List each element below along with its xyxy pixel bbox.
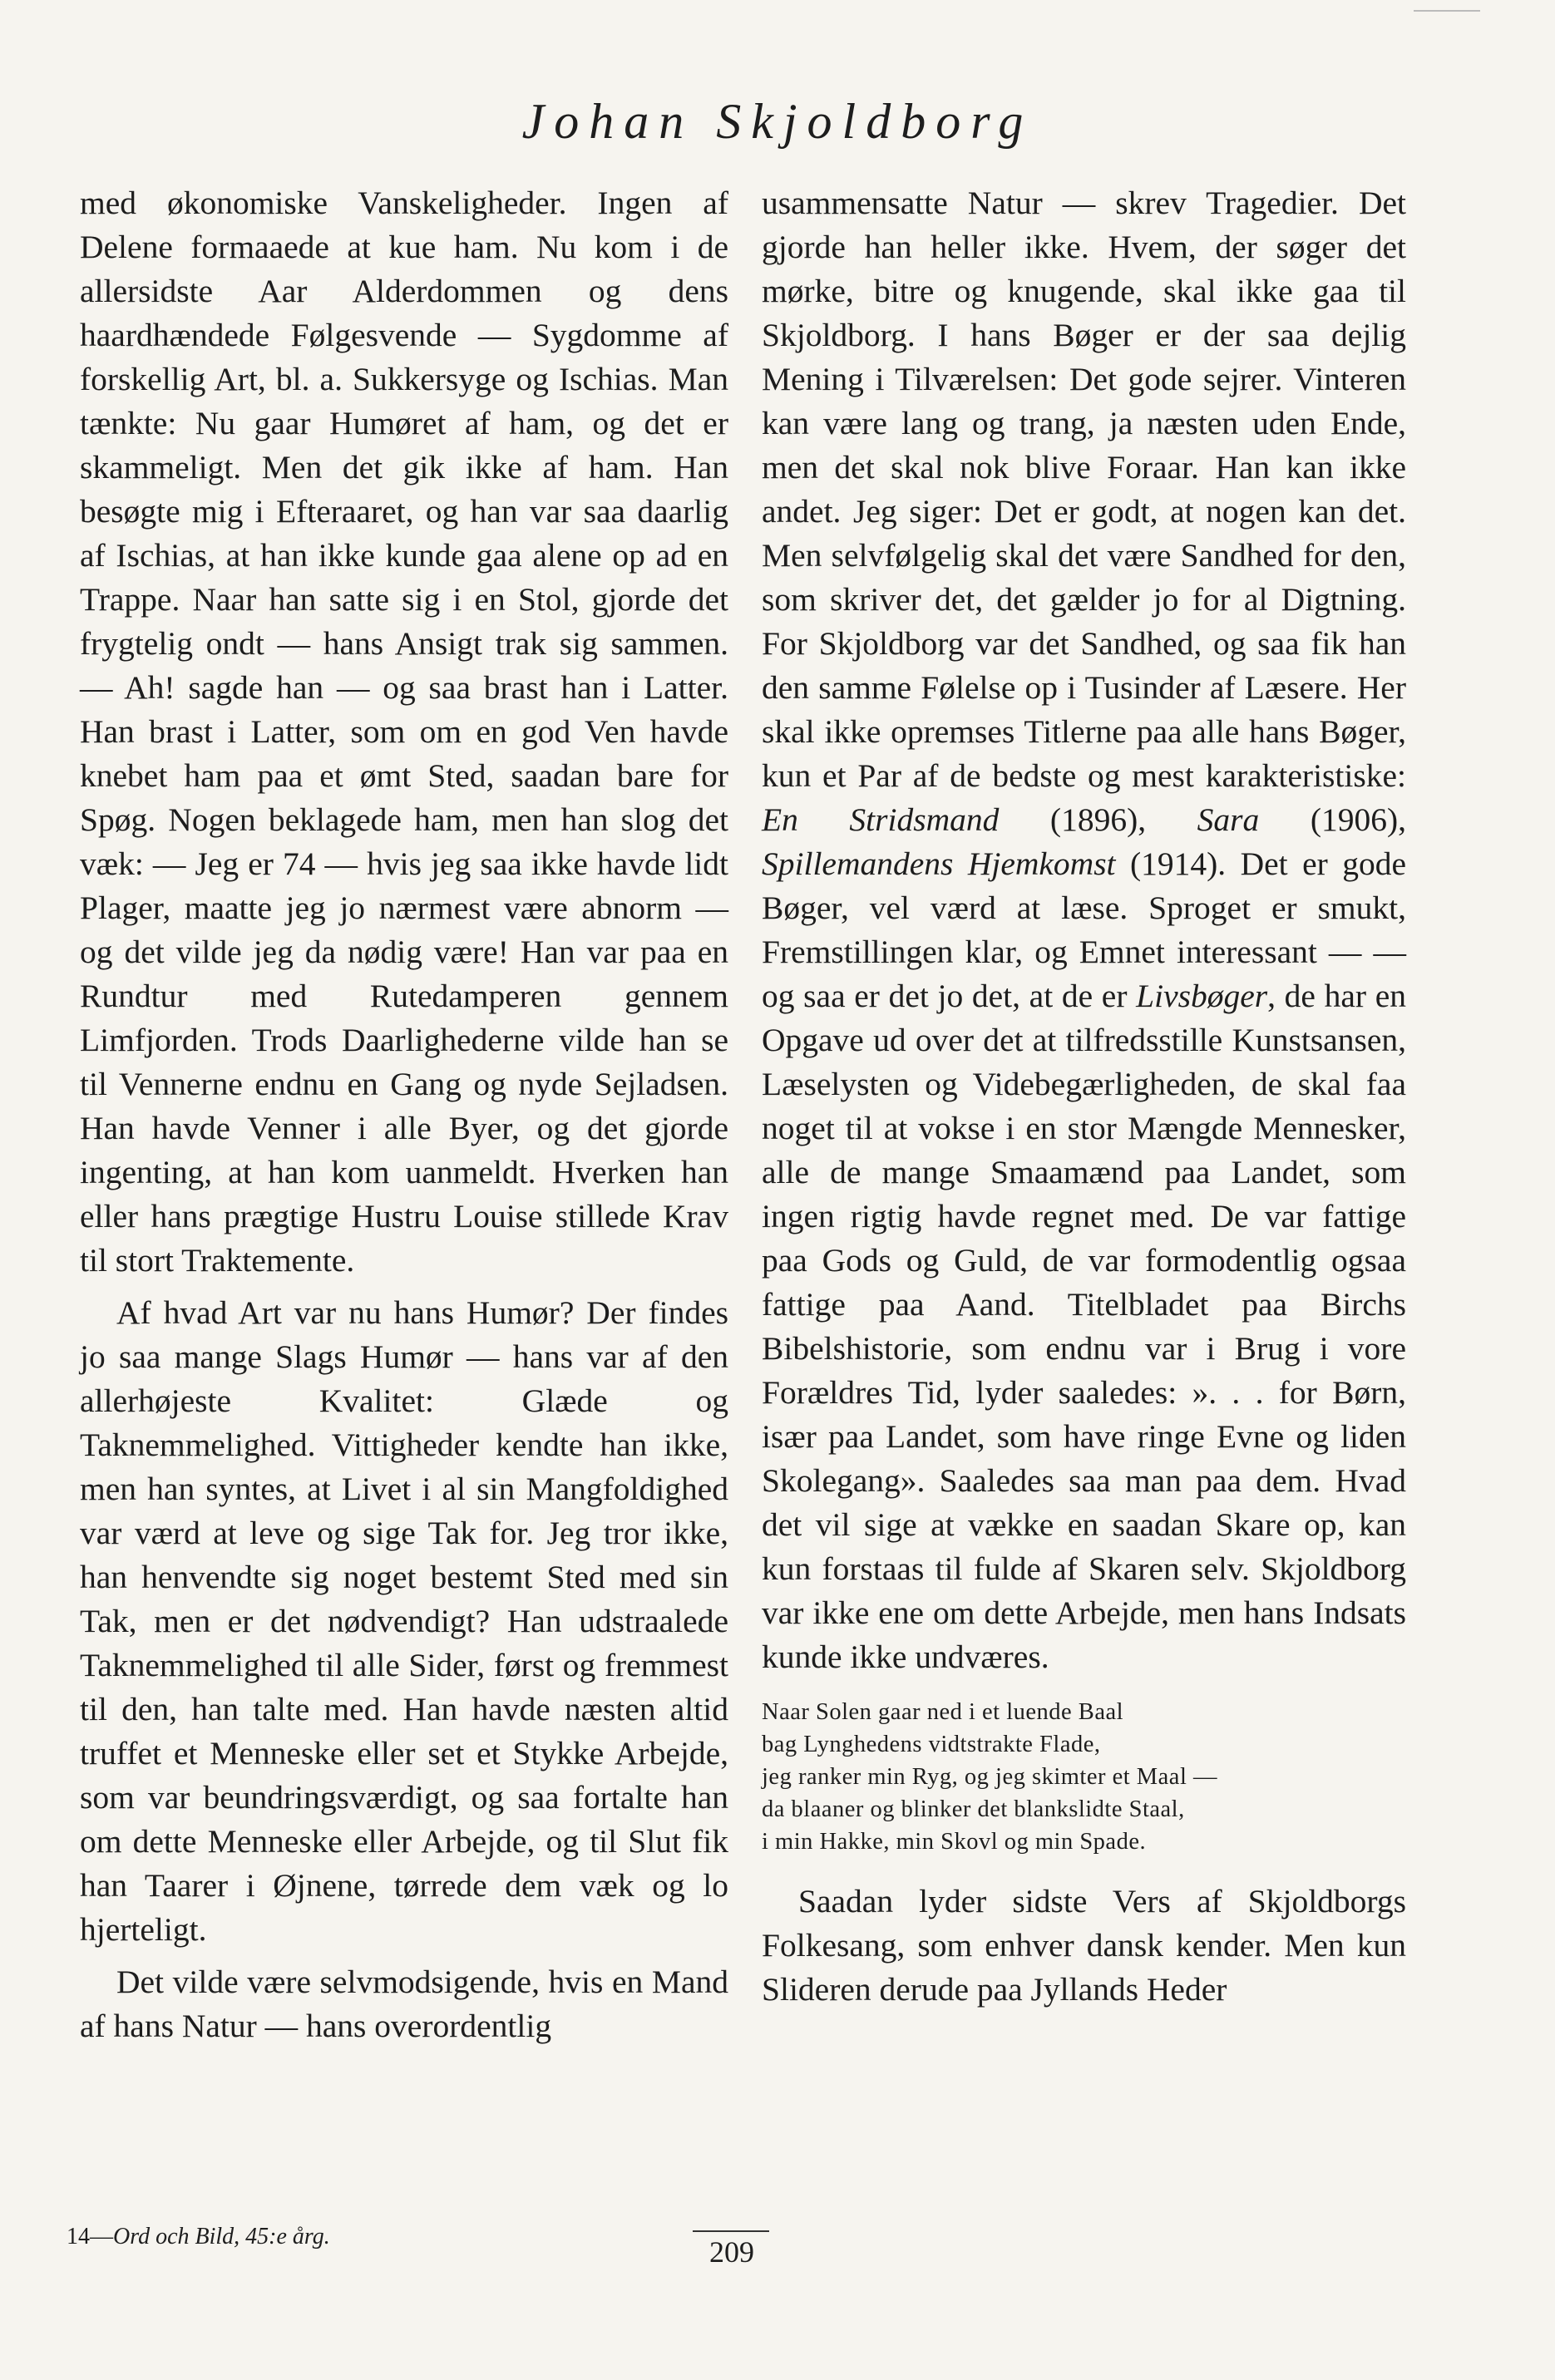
- journal-name: Ord och Bild, 45:e årg.: [113, 2224, 330, 2249]
- livsboger-term: Livsbøger: [1136, 978, 1268, 1014]
- right-paragraph-1-text-a: usammensatte Natur — skrev Tragedier. Det gjorde han heller ikke. Hvem, der søger det mørke, bitre og knugende, skal ikke gaa til Skjoldborg. I hans Bøger er der saa dejlig Mening i Tilværelsen: Det gode sejrer. Vinteren kan være lang og trang, ja næsten uden Ende, men det skal nok blive Foraar. Han kan ikke andet. Jeg siger: Det er godt, at nogen kan det. Men selvfølgelig skal det være Sandhed for den, som skriver det, det gælder jo for al Digtning. For Skjoldborg var det Sandhed, og saa fik han den samme Følelse op i Tusinder af Læsere. Her skal ikke opremses Titlerne paa alle hans Bøger, kun et Par af de bedste og mest karakteristiske:: [762, 185, 1406, 794]
- right-column: [762, 181, 1406, 2012]
- book-title-spillemandens-hjemkomst: Spillemandens Hjemkomst: [762, 845, 1116, 882]
- page-title: Johan Skjoldborg: [521, 94, 1034, 149]
- page-number: 209: [709, 2235, 754, 2269]
- verse-line: bag Lynghedens vidtstrakte Flade,: [762, 1732, 1101, 1757]
- left-paragraph-2: Af hvad Art var nu hans Humør? Der findes jo saa mange Slags Humør — hans var af den allerhøjeste Kvalitet: Glæde og Taknemmelighed. Vittigheder kendte han ikke, men han syntes, at Livet i al sin Mangfoldighed var værd at leve og sige Tak for. Jeg tror ikke, han henvendte sig noget bestemt Sted med sin Tak, men er det nødvendigt? Han udstraalede Taknemmelighed til alle Sider, først og fremmest til den, han talte med. Han havde næsten altid truffet et Menneske eller set et Stykke Arbejde, som var beundringsværdigt, og saa fortalte han om dette Menneske eller Arbejde, og til Slut fik han Taarer i Øjnene, tørrede dem væk og lo hjerteligt.: [80, 1294, 728, 1948]
- verse-line: da blaaner og blinker det blankslidte Staal,: [762, 1796, 1185, 1822]
- scan-edge-mark: [1414, 10, 1480, 12]
- left-paragraph-3: Det vilde være selvmodsigende, hvis en Mand af hans Natur — hans overordentlig: [80, 1964, 728, 2044]
- right-paragraph-1: [762, 181, 1406, 1679]
- verse-block: [762, 1696, 1406, 1858]
- page-number-rule: [693, 2230, 769, 2232]
- right-paragraph-1-text-b: , de har en Opgave ud over det at tilfredsstille Kunstsansen, Læselysten og Videbegærligheden, de skal faa noget til at vokse i en stor Mængde Mennesker, alle de mange Smaamænd paa Landet, som ingen rigtig havde regnet med. De var fattige paa Gods og Guld, de var formodentlig ogsaa fattige paa Aand. Titelbladet paa Birchs Bibelshistorie, som endnu var i Brug i vore Forældres Tid, lyder saaledes: ». . . for Børn, især paa Landet, som have ringe Evne og liden Skolegang». Saaledes saa man paa dem. Hvad det vil sige at vække en saadan Skare op, kan kun forstaas til fulde af Skaren selv. Skjoldborg var ikke ene om dette Arbejde, men hans Indsats kunde ikke undværes.: [762, 978, 1406, 1675]
- book-year-1906: (1906),: [1259, 801, 1406, 838]
- verse-line: jeg ranker min Ryg, og jeg skimter et Maal —: [762, 1764, 1217, 1790]
- signature-number: 14—: [67, 2224, 113, 2249]
- book-year-1914: (1914). Det er gode Bøger, vel værd at læse. Sproget er smukt, Fremstillingen klar, og Emnet interessant — — og saa er det jo det, at de er: [762, 845, 1406, 1014]
- left-column: [80, 181, 728, 2048]
- right-paragraph-2: Saadan lyder sidste Vers af Skjoldborgs Folkesang, som enhver dansk kender. Men kun Slideren derude paa Jyllands Heder: [762, 1883, 1406, 2008]
- left-paragraph-1: med økonomiske Vanskeligheder. Ingen af Delene formaaede at kue ham. Nu kom i de allersidste Aar Alderdommen og dens haardhændede Følgesvende — Sygdomme af forskellig Art, bl. a. Sukkersyge og Ischias. Man tænkte: Nu gaar Humøret af ham, og det er skammeligt. Men det gik ikke af ham. Han besøgte mig i Efteraaret, og han var saa daarlig af Ischias, at han ikke kunde gaa alene op ad en Trappe. Naar han satte sig i en Stol, gjorde det frygtelig ondt — hans Ansigt trak sig sammen. — Ah! sagde han — og saa brast han i Latter. Han brast i Latter, som om en god Ven havde knebet ham paa et ømt Sted, saadan bare for Spøg. Nogen beklagede ham, men han slog det væk: — Jeg er 74 — hvis jeg saa ikke havde lidt Plager, maatte jeg jo nærmest være abnorm — og det vilde jeg da nødig være! Han var paa en Rundtur med Rutedamperen gennem Limfjorden. Trods Daarlighederne vilde han se til Vennerne endnu en Gang og nyde Sejladsen. Han havde Venner i alle Byer, og det gjorde ingenting, at han kom uanmeldt. Hverken han eller hans prægtige Hustru Louise stillede Krav til stort Traktemente.: [80, 185, 728, 1279]
- book-title-en-stridsmand: En Stridsmand: [762, 801, 1000, 838]
- verse-line: i min Hakke, min Skovl og min Spade.: [762, 1829, 1147, 1855]
- book-year-1896: (1896),: [999, 801, 1197, 838]
- footer-signature: [67, 2224, 330, 2250]
- verse-line: Naar Solen gaar ned i et luende Baal: [762, 1699, 1124, 1725]
- book-title-sara: Sara: [1197, 801, 1260, 838]
